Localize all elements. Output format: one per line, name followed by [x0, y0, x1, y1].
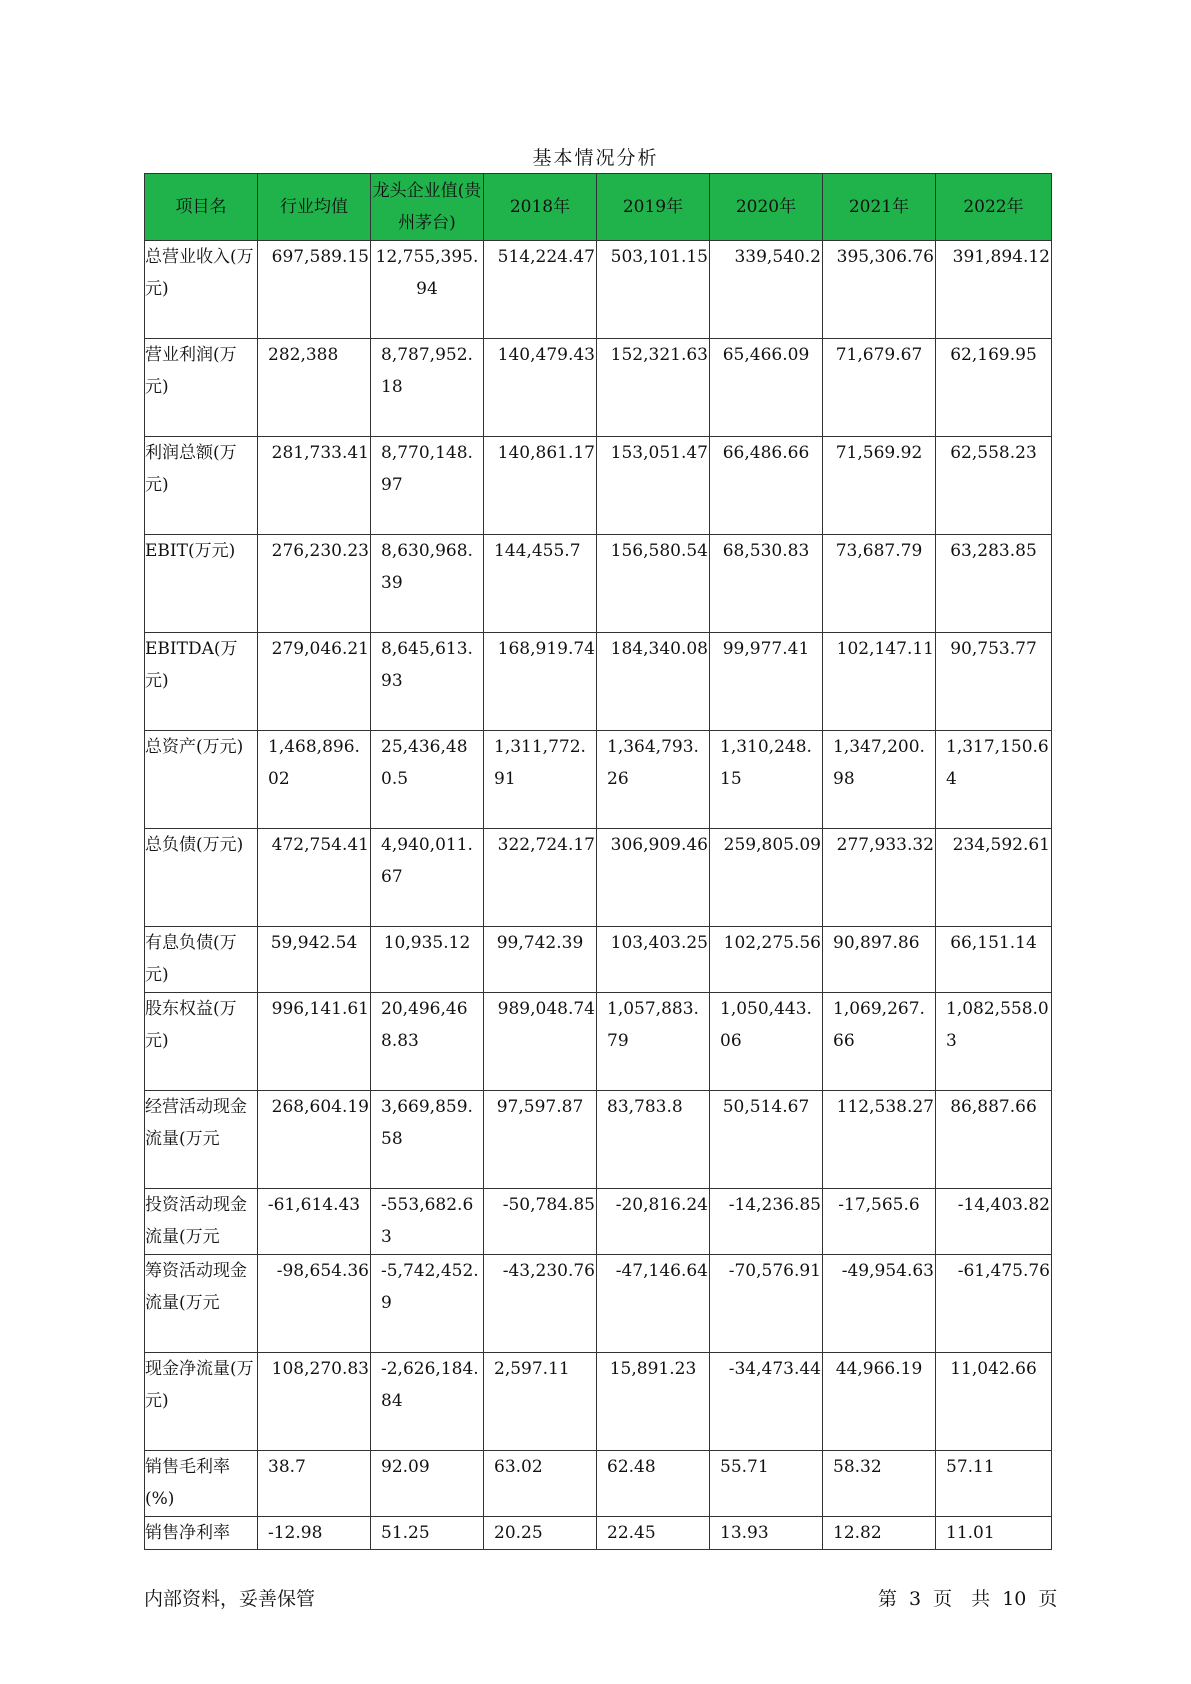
value-cell: [371, 437, 484, 535]
value-cell: [710, 731, 823, 829]
cell-value: 322,724.17: [497, 835, 595, 855]
value-cell: [258, 927, 371, 993]
value-cell: [597, 535, 710, 633]
value-cell: [597, 829, 710, 927]
cell-value: 8,645,613.93: [381, 639, 473, 691]
cell-value: -2,626,184.84: [381, 1359, 479, 1411]
cell-value: 8,787,952.18: [381, 345, 473, 397]
value-cell: [936, 535, 1052, 633]
cell-value: 277,933.32: [836, 835, 934, 855]
value-cell: [823, 535, 936, 633]
cell-value: 12,755,395.94: [375, 247, 479, 299]
cell-value: -14,236.85: [728, 1195, 821, 1215]
cell-value: 99,977.41: [722, 639, 810, 659]
cell-value: -47,146.64: [615, 1261, 708, 1281]
cell-value: 102,147.11: [836, 639, 934, 659]
cell-value: 25,436,480.5: [381, 737, 468, 789]
confidential-note: 内部资料，妥善保管: [144, 1588, 316, 1610]
header-cell: 行业均值: [258, 174, 371, 241]
value-cell: [484, 1517, 597, 1550]
value-cell: [597, 241, 710, 339]
cell-value: 22.45: [607, 1523, 656, 1543]
cell-value: -34,473.44: [728, 1359, 821, 1379]
value-cell: [936, 1517, 1052, 1550]
cell-value: 156,580.54: [610, 541, 708, 561]
value-cell: [258, 829, 371, 927]
table-title: 基本情况分析: [532, 147, 659, 169]
value-cell: [371, 535, 484, 633]
cell-value: 90,897.86: [833, 933, 920, 953]
cell-value: 12.82: [833, 1523, 882, 1543]
cell-value: 38.7: [268, 1457, 306, 1477]
header-cell: 项目名: [145, 174, 258, 241]
cell-value: 59,942.54: [270, 933, 358, 953]
cell-value: -70,576.91: [728, 1261, 821, 1281]
cell-value: 168,919.74: [497, 639, 595, 659]
cell-value: 63,283.85: [950, 541, 1037, 561]
cell-value: 1,050,443.06: [720, 999, 812, 1051]
cell-value: 4,940,011.67: [381, 835, 473, 887]
value-cell: [710, 633, 823, 731]
value-cell: [823, 339, 936, 437]
cell-value: -5,742,452.9: [381, 1261, 479, 1313]
value-cell: [936, 241, 1052, 339]
value-cell: [936, 927, 1052, 993]
value-cell: [710, 1189, 823, 1255]
cell-value: 11.01: [946, 1523, 995, 1543]
value-cell: [371, 1517, 484, 1550]
cell-value: -49,954.63: [841, 1261, 934, 1281]
cell-value: 112,538.27: [836, 1097, 934, 1117]
row-label: 销售净利率: [145, 1517, 258, 1550]
table-row: [145, 241, 1052, 339]
header-cell: 2021年: [823, 174, 936, 241]
value-cell: [823, 927, 936, 993]
cell-value: 13.93: [720, 1523, 769, 1543]
cell-value: 1,468,896.02: [268, 737, 360, 789]
cell-value: 144,455.7: [494, 541, 581, 561]
row-label: 营业利润(万元): [145, 339, 258, 437]
cell-value: 140,861.17: [497, 443, 595, 463]
row-label: 总营业收入(万元): [145, 241, 258, 339]
cell-value: 503,101.15: [610, 247, 708, 267]
cell-value: -43,230.76: [502, 1261, 595, 1281]
value-cell: [484, 1353, 597, 1451]
cell-value: 65,466.09: [722, 345, 810, 365]
value-cell: [597, 1189, 710, 1255]
cell-value: 58.32: [833, 1457, 882, 1477]
value-cell: [823, 731, 936, 829]
value-cell: [258, 1091, 371, 1189]
table-row: [145, 927, 1052, 993]
cell-value: 11,042.66: [950, 1359, 1037, 1379]
cell-value: -17,565.6: [838, 1195, 920, 1215]
table-row: [145, 731, 1052, 829]
value-cell: [710, 829, 823, 927]
cell-value: 697,589.15: [271, 247, 369, 267]
cell-value: 1,069,267.66: [833, 999, 925, 1051]
row-label: 股东权益(万元): [145, 993, 258, 1091]
value-cell: [258, 1189, 371, 1255]
value-cell: [710, 1517, 823, 1550]
cell-value: 86,887.66: [950, 1097, 1037, 1117]
cell-value: 153,051.47: [610, 443, 708, 463]
value-cell: [371, 633, 484, 731]
table-row: [145, 633, 1052, 731]
header-cell: 2020年: [710, 174, 823, 241]
cell-value: 92.09: [381, 1457, 430, 1477]
table-row: [145, 1517, 1052, 1550]
cell-value: 339,540.2: [734, 247, 821, 267]
table-row: [145, 1353, 1052, 1451]
cell-value: 62.48: [607, 1457, 656, 1477]
value-cell: [484, 437, 597, 535]
value-cell: [484, 1451, 597, 1517]
value-cell: [258, 633, 371, 731]
cell-value: 97,597.87: [496, 1097, 584, 1117]
table-row: [145, 1255, 1052, 1353]
cell-value: 71,679.67: [835, 345, 923, 365]
value-cell: [258, 731, 371, 829]
value-cell: [597, 437, 710, 535]
value-cell: [484, 1091, 597, 1189]
table-row: [145, 1451, 1052, 1517]
value-cell: [710, 993, 823, 1091]
cell-value: 83,783.8: [607, 1097, 683, 1117]
cell-value: 259,805.09: [723, 835, 821, 855]
value-cell: [484, 927, 597, 993]
value-cell: [371, 731, 484, 829]
cell-value: 44,966.19: [835, 1359, 923, 1379]
cell-value: 68,530.83: [722, 541, 810, 561]
cell-value: 1,311,772.91: [494, 737, 586, 789]
table-row: [145, 1091, 1052, 1189]
cell-value: 73,687.79: [835, 541, 923, 561]
value-cell: [936, 1353, 1052, 1451]
cell-value: 8,770,148.97: [381, 443, 473, 495]
cell-value: 57.11: [946, 1457, 995, 1477]
cell-value: 1,364,793.26: [607, 737, 699, 789]
cell-value: 102,275.56: [723, 933, 821, 953]
value-cell: [823, 993, 936, 1091]
cell-value: 395,306.76: [836, 247, 934, 267]
cell-value: 140,479.43: [497, 345, 595, 365]
value-cell: [258, 993, 371, 1091]
cell-value: -98,654.36: [276, 1261, 369, 1281]
value-cell: [823, 1255, 936, 1353]
row-label: 筹资活动现金流量(万元: [145, 1255, 258, 1353]
value-cell: [484, 829, 597, 927]
value-cell: [597, 927, 710, 993]
value-cell: [371, 1189, 484, 1255]
cell-value: 276,230.23: [271, 541, 369, 561]
value-cell: [371, 1255, 484, 1353]
row-label: 总资产(万元): [145, 731, 258, 829]
value-cell: [371, 339, 484, 437]
cell-value: 99,742.39: [496, 933, 584, 953]
value-cell: [371, 1353, 484, 1451]
financial-table: [144, 173, 1052, 1550]
value-cell: [936, 993, 1052, 1091]
value-cell: [258, 1255, 371, 1353]
cell-value: 66,486.66: [722, 443, 810, 463]
cell-value: 306,909.46: [610, 835, 708, 855]
row-label: 投资活动现金流量(万元: [145, 1189, 258, 1255]
header-row: [145, 174, 1052, 241]
cell-value: 108,270.83: [271, 1359, 369, 1379]
value-cell: [484, 535, 597, 633]
cell-value: -12.98: [268, 1523, 323, 1543]
value-cell: [597, 993, 710, 1091]
value-cell: [936, 633, 1052, 731]
value-cell: [258, 339, 371, 437]
cell-value: 282,388: [268, 345, 339, 365]
value-cell: [936, 1255, 1052, 1353]
cell-value: 20,496,468.83: [381, 999, 468, 1051]
value-cell: [823, 633, 936, 731]
value-cell: [823, 1091, 936, 1189]
row-label: 销售毛利率(%): [145, 1451, 258, 1517]
value-cell: [371, 993, 484, 1091]
header-cell: 龙头企业值(贵州茅台): [371, 174, 484, 241]
value-cell: [258, 437, 371, 535]
value-cell: [484, 993, 597, 1091]
value-cell: [936, 829, 1052, 927]
value-cell: [710, 1255, 823, 1353]
value-cell: [484, 633, 597, 731]
value-cell: [710, 339, 823, 437]
value-cell: [936, 1091, 1052, 1189]
row-label: 现金净流量(万元): [145, 1353, 258, 1451]
value-cell: [823, 829, 936, 927]
cell-value: -14,403.82: [957, 1195, 1050, 1215]
row-label: EBITDA(万元): [145, 633, 258, 731]
cell-value: -553,682.63: [381, 1195, 474, 1247]
table-row: [145, 993, 1052, 1091]
cell-value: 514,224.47: [497, 247, 595, 267]
value-cell: [597, 1517, 710, 1550]
cell-value: 234,592.61: [952, 835, 1050, 855]
header-cell: 2022年: [936, 174, 1052, 241]
cell-value: 51.25: [381, 1523, 430, 1543]
cell-value: 1,057,883.79: [607, 999, 699, 1051]
row-label: 有息负债(万元): [145, 927, 258, 993]
value-cell: [371, 1091, 484, 1189]
cell-value: -61,475.76: [957, 1261, 1050, 1281]
cell-value: 1,347,200.98: [833, 737, 925, 789]
value-cell: [710, 241, 823, 339]
value-cell: [823, 1353, 936, 1451]
cell-value: 281,733.41: [271, 443, 369, 463]
value-cell: [597, 1091, 710, 1189]
value-cell: [371, 927, 484, 993]
value-cell: [710, 535, 823, 633]
cell-value: 62,169.95: [950, 345, 1037, 365]
cell-value: 55.71: [720, 1457, 769, 1477]
cell-value: -61,614.43: [267, 1195, 361, 1215]
value-cell: [484, 241, 597, 339]
value-cell: [710, 1353, 823, 1451]
cell-value: 1,082,558.03: [946, 999, 1049, 1051]
cell-value: 279,046.21: [271, 639, 369, 659]
cell-value: 71,569.92: [835, 443, 923, 463]
cell-value: 152,321.63: [610, 345, 708, 365]
value-cell: [597, 633, 710, 731]
value-cell: [936, 731, 1052, 829]
cell-value: 62,558.23: [950, 443, 1037, 463]
row-label: EBIT(万元): [145, 535, 258, 633]
cell-value: 63.02: [494, 1457, 543, 1477]
value-cell: [258, 241, 371, 339]
cell-value: 20.25: [494, 1523, 543, 1543]
value-cell: [484, 339, 597, 437]
value-cell: [936, 339, 1052, 437]
value-cell: [371, 1451, 484, 1517]
value-cell: [936, 1189, 1052, 1255]
cell-value: 8,630,968.39: [381, 541, 473, 593]
cell-value: 2,597.11: [494, 1359, 570, 1379]
cell-value: -50,784.85: [502, 1195, 595, 1215]
cell-value: 268,604.19: [271, 1097, 369, 1117]
row-label: 总负债(万元): [145, 829, 258, 927]
page-number: 第 3 页 共 10 页: [878, 1588, 1058, 1610]
cell-value: -20,816.24: [615, 1195, 708, 1215]
cell-value: 103,403.25: [610, 933, 708, 953]
header-cell: 2018年: [484, 174, 597, 241]
value-cell: [371, 241, 484, 339]
cell-value: 66,151.14: [950, 933, 1037, 953]
value-cell: [484, 1189, 597, 1255]
value-cell: [258, 1353, 371, 1451]
value-cell: [823, 437, 936, 535]
value-cell: [258, 1451, 371, 1517]
value-cell: [823, 1517, 936, 1550]
cell-value: 989,048.74: [497, 999, 595, 1019]
cell-value: 472,754.41: [271, 835, 369, 855]
cell-value: 184,340.08: [610, 639, 708, 659]
cell-value: 996,141.61: [271, 999, 369, 1019]
cell-value: 1,317,150.64: [946, 737, 1049, 789]
value-cell: [484, 731, 597, 829]
value-cell: [484, 1255, 597, 1353]
value-cell: [823, 1451, 936, 1517]
value-cell: [710, 1091, 823, 1189]
cell-value: 391,894.12: [952, 247, 1050, 267]
value-cell: [258, 1517, 371, 1550]
value-cell: [597, 1353, 710, 1451]
cell-value: 50,514.67: [722, 1097, 810, 1117]
value-cell: [936, 1451, 1052, 1517]
row-label: 利润总额(万元): [145, 437, 258, 535]
value-cell: [710, 437, 823, 535]
cell-value: 10,935.12: [383, 933, 471, 953]
value-cell: [258, 535, 371, 633]
cell-value: 90,753.77: [950, 639, 1037, 659]
table-row: [145, 829, 1052, 927]
row-label: 经营活动现金流量(万元: [145, 1091, 258, 1189]
table-row: [145, 1189, 1052, 1255]
table-row: [145, 437, 1052, 535]
cell-value: 15,891.23: [609, 1359, 697, 1379]
value-cell: [597, 1255, 710, 1353]
value-cell: [710, 1451, 823, 1517]
value-cell: [371, 829, 484, 927]
value-cell: [597, 339, 710, 437]
value-cell: [823, 241, 936, 339]
table-row: [145, 535, 1052, 633]
cell-value: 1,310,248.15: [720, 737, 812, 789]
value-cell: [823, 1189, 936, 1255]
cell-value: 3,669,859.58: [381, 1097, 473, 1149]
value-cell: [597, 1451, 710, 1517]
value-cell: [936, 437, 1052, 535]
header-cell: 2019年: [597, 174, 710, 241]
table-row: [145, 339, 1052, 437]
value-cell: [597, 731, 710, 829]
value-cell: [710, 927, 823, 993]
